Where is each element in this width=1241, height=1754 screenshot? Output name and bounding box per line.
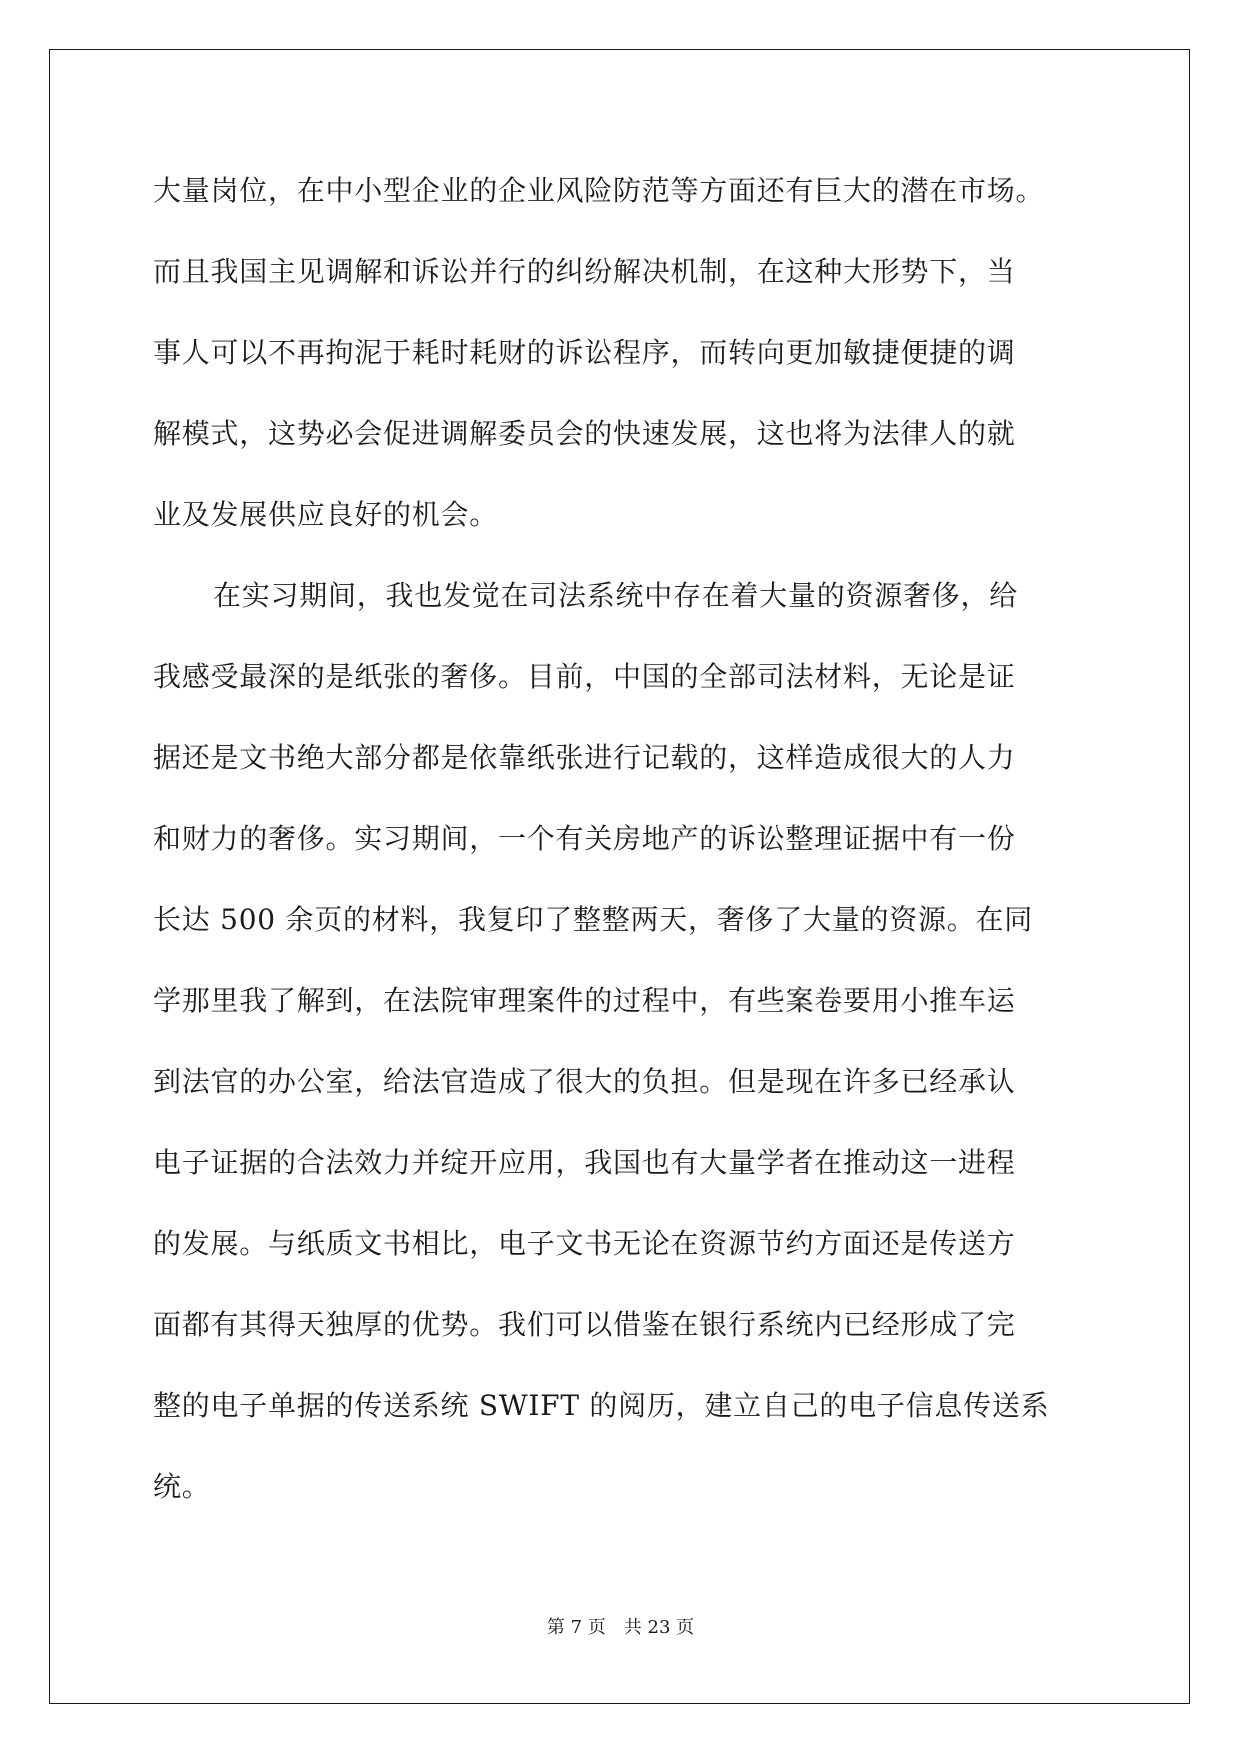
paragraph-line: 学那里我了解到，在法院审理案件的过程中，有些案卷要用小推车运 xyxy=(153,984,1016,1017)
paragraph-line: 到法官的办公室，给法官造成了很大的负担。但是现在许多已经承认 xyxy=(153,1065,1016,1098)
paragraph-line: 而且我国主见调解和诉讼并行的纠纷解决机制，在这种大形势下，当 xyxy=(153,255,1016,288)
paragraph-line: 面都有其得天独厚的优势。我们可以借鉴在银行系统内已经形成了完 xyxy=(153,1308,1016,1341)
document-body xyxy=(153,150,1093,1527)
paragraph-line: 的发展。与纸质文书相比，电子文书无论在资源节约方面还是传送方 xyxy=(153,1227,1016,1260)
paragraph-line: 业及发展供应良好的机会。 xyxy=(153,498,499,531)
paragraph-line: 我感受最深的是纸张的奢侈。目前，中国的全部司法材料，无论是证 xyxy=(153,660,1016,693)
paragraph-line: 整的电子单据的传送系统 SWIFT 的阅历，建立自己的电子信息传送系 xyxy=(153,1389,1050,1422)
paragraph-line: 据还是文书绝大部分都是依靠纸张进行记载的，这样造成很大的人力 xyxy=(153,741,1016,774)
paragraph-line: 长达 500 余页的材料，我复印了整整两天，奢侈了大量的资源。在同 xyxy=(153,903,1033,936)
paragraph-line: 和财力的奢侈。实习期间，一个有关房地产的诉讼整理证据中有一份 xyxy=(153,822,1016,855)
paragraph-start-line: 在实习期间，我也发觉在司法系统中存在着大量的资源奢侈，给 xyxy=(213,579,1019,612)
paragraph-line: 电子证据的合法效力并绽开应用，我国也有大量学者在推动这一进程 xyxy=(153,1146,1016,1179)
paragraph-line: 大量岗位，在中小型企业的企业风险防范等方面还有巨大的潜在市场。 xyxy=(153,174,1045,207)
paragraph-line: 统。 xyxy=(153,1470,211,1503)
paragraph-line: 解模式，这势必会促进调解委员会的快速发展，这也将为法律人的就 xyxy=(153,417,1016,450)
paragraph-line: 事人可以不再拘泥于耗时耗财的诉讼程序，而转向更加敏捷便捷的调 xyxy=(153,336,1016,369)
page-number-footer: 第 7 页 共 23 页 xyxy=(546,1617,695,1638)
